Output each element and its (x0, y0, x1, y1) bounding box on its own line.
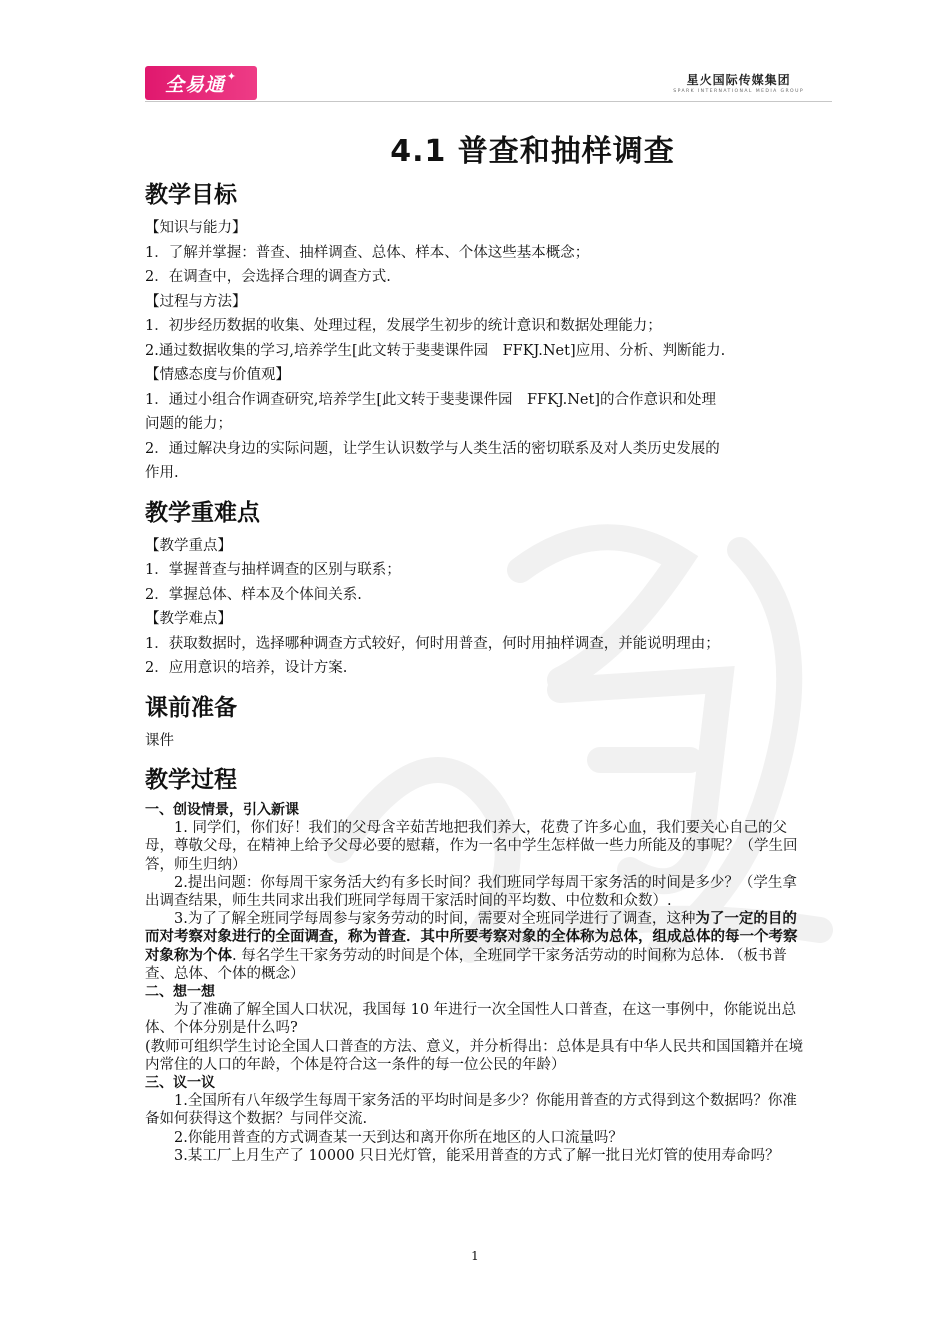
paragraph: 3.某工厂上月生产了 10000 只日光灯管，能采用普查的方式了解一批日光灯管的使用寿命吗？ (174, 1147, 780, 1164)
brand-name-en: SPARK INTERNATIONAL MEDIA GROUP (673, 89, 804, 94)
paragraph: 2.你能用普查的方式调查某一天到达和离开你所在地区的人口流量吗？ (174, 1129, 623, 1146)
definition-bold-text: 为了一定的目的而对考察对象进行的全面调查，称为普查．其中所要考察对象的全体称为总体，组成总体的每一个考察对象称为个体 (145, 910, 798, 964)
logo-text: 全易通 (164, 73, 225, 96)
paragraph-text: . 每名学生干家务劳动的时间是个体，全班同学干家务活劳动的时间称为总体. （板书普查、总体、个体的概念） (145, 947, 787, 982)
list-item: 2．在调查中，会选择合理的调查方式. (145, 269, 391, 285)
paragraph: 1.全国所有八年级学生每周干家务活的平均时间是多少？你能用普查的方式得到这个数据吗？你准备如何获得这个数据？与同伴交流. (145, 1093, 797, 1128)
list-item: 2.通过数据收集的学习,培养学生[此文转于斐斐课件园 FFKJ.Net]应用、分析、判断能力. (145, 342, 726, 359)
list-item: 1．了解并掌握：普查、抽样调查、总体、样本、个体这些基本概念； (145, 244, 590, 261)
section-heading-goals: 教学目标 (145, 182, 237, 208)
quanyitong-logo (145, 66, 257, 100)
paragraph: (教师可组织学生讨论全国人口普查的方法、意义，并分析得出：总体是具有中华人民共和国国籍并在境内常住的人口的年龄，个体是符合这一条件的每一位公民的年龄） (145, 1038, 804, 1073)
emotion-label: 【情感态度与价值观】 (145, 367, 290, 383)
paragraph: 1. 同学们，你们好！我们的父母含辛茹苦地把我们养大，花费了许多心血，我们要关心自己的父母，尊敬父母，在精神上给予父母必要的慰藉，作为一名中学生怎样做一些力所能及的事呢？（学生回答，师生归纳） (145, 820, 798, 873)
header-divider (145, 101, 832, 102)
list-item: 2．应用意识的培养，设计方案. (145, 660, 348, 676)
list-item-continuation: 问题的能力； (145, 416, 232, 432)
prep-text: 课件 (145, 732, 174, 749)
brand-name-cn: 星火国际传媒集团 (686, 73, 791, 87)
list-item: 2．通过解决身边的实际问题，让学生认识数学与人类生活的密切联系及对人类历史发展的 (145, 440, 720, 457)
paragraph-text: 3.为了了解全班同学每周参与家务劳动的时间，需要对全班同学进行了调查，这种 (174, 911, 696, 928)
knowledge-label: 【知识与能力】 (145, 220, 247, 236)
section-heading-key-points: 教学重难点 (145, 499, 260, 526)
paragraph: 2.提出问题：你每周干家务活大约有多长时间？我们班同学每周干家务活的时间是多少？（学生拿出调查结果，师生共同求出我们班同学每周干家活时间的平均数、中位数和众数）. (145, 874, 797, 910)
list-item: 1．掌握普查与抽样调查的区别与联系； (145, 562, 401, 578)
list-item: 1．通过小组合作调查研究,培养学生[此文转于斐斐课件园 FFKJ.Net]的合作意识和处理 (145, 391, 716, 408)
subsection-title: 一、创设情景，引入新课 (145, 802, 299, 818)
list-item-continuation: 作用. (145, 465, 179, 481)
list-item: 1．初步经历数据的收集、处理过程，发展学生初步的统计意识和数据处理能力； (145, 318, 662, 334)
list-item: 2．掌握总体、样本及个体间关系. (145, 586, 362, 603)
paragraph: 为了准确了解全国人口状况，我国每 10 年进行一次全国性人口普查，在这一事例中，你能说出总体、个体分别是什么吗? (145, 1002, 797, 1037)
subsection-title: 三、议一议 (145, 1075, 215, 1092)
sparkle-icon: ✦ (226, 69, 238, 83)
difficulty-label: 【教学难点】 (145, 611, 232, 627)
section-heading-prep: 课前准备 (145, 694, 237, 721)
page-number: 1 (471, 1249, 479, 1263)
section-heading-process: 教学过程 (145, 767, 237, 793)
focus-label: 【教学重点】 (145, 537, 232, 554)
paragraph (145, 910, 810, 983)
subsection-title: 二、想一想 (145, 984, 215, 1001)
publisher-brand (673, 71, 804, 94)
list-item: 1．获取数据时，选择哪种调查方式较好，何时用普查，何时用抽样调查，并能说明理由； (145, 635, 720, 652)
process-method-label: 【过程与方法】 (145, 293, 247, 310)
document-body (145, 130, 810, 1165)
page-title: 4.1 普查和抽样调查 (390, 134, 675, 169)
